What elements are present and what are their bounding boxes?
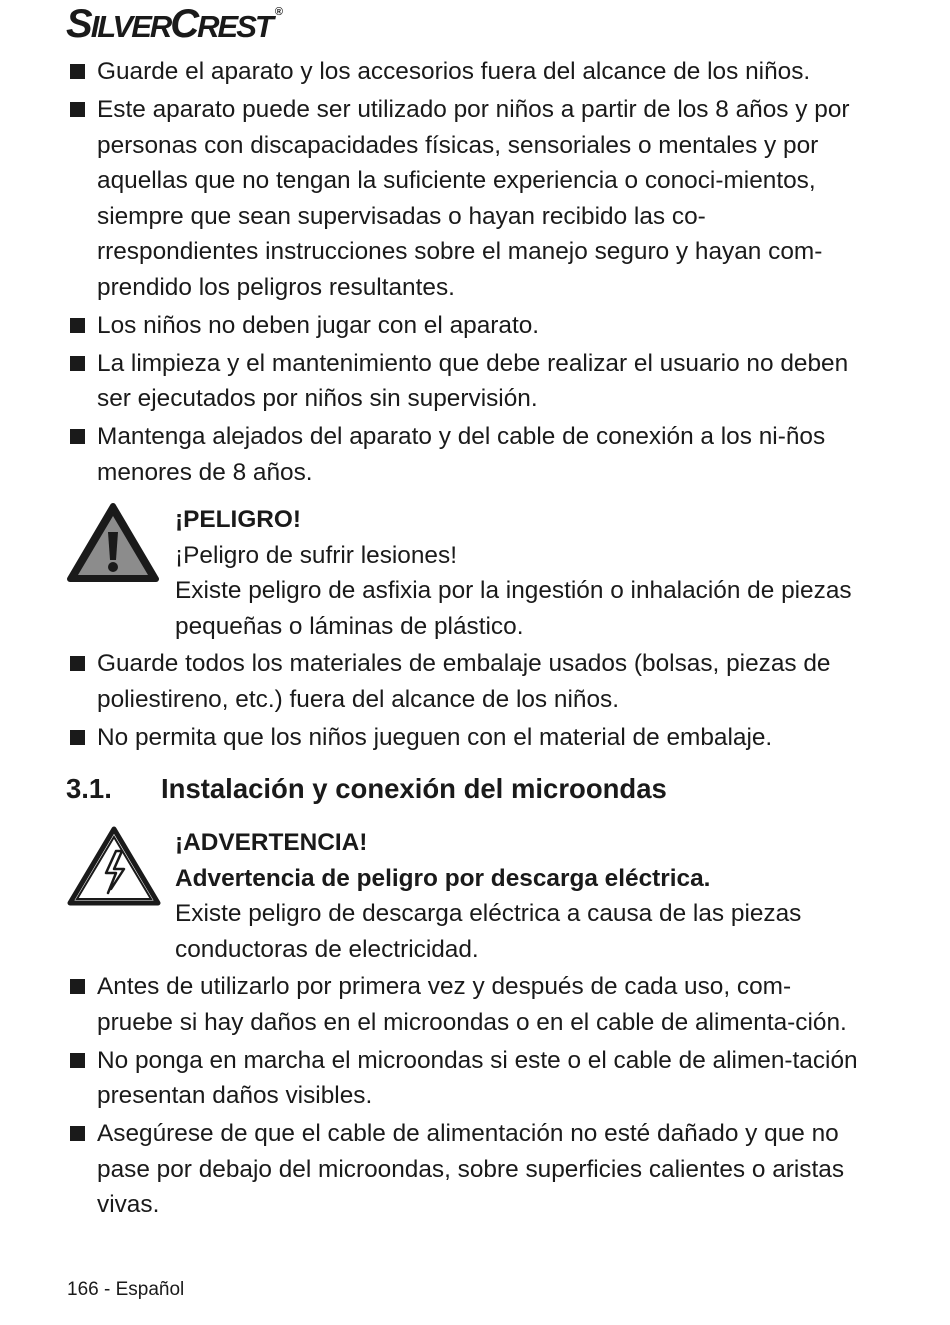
square-bullet-icon <box>70 1126 85 1141</box>
square-bullet-icon <box>70 1053 85 1068</box>
page-footer: 166 - Español <box>67 1279 185 1300</box>
warning-title: ¡ADVERTENCIA! <box>175 829 368 856</box>
warning-subtitle: Advertencia de peligro por descarga eléctrica. <box>175 864 711 892</box>
warning-notice <box>66 825 866 967</box>
electric-shock-icon <box>66 825 162 907</box>
section-heading <box>66 767 866 811</box>
danger-line: ¡Peligro de sufrir lesiones! <box>175 541 457 569</box>
square-bullet-icon <box>70 102 85 117</box>
list-item: Mantenga alejados del aparato y del cable de conexión a los ni-ños menores de 8 años. <box>66 419 866 490</box>
square-bullet-icon <box>70 64 85 79</box>
list-item: Antes de utilizarlo por primera vez y después de cada uso, com-pruebe si hay daños en el microondas o en el cable de alimenta-ción. <box>66 969 866 1040</box>
list-item: Este aparato puede ser utilizado por niños a partir de los 8 años y por personas con discapacidades físicas, sensoriales o mentales y por aquellas que no tengan la suficiente experiencia o conoci-mientos, siempre que sean supervisadas o hayan recibido las co-rrespondientes instrucciones sobre el manejo seguro y hayan com-prendido los peligros resultantes. <box>66 92 866 305</box>
list-item: No permita que los niños jueguen con el material de embalaje. <box>66 720 866 756</box>
section-number: 3.1. <box>66 773 112 804</box>
bullet-list-bottom <box>66 969 866 1223</box>
square-bullet-icon <box>70 318 85 333</box>
section-title: Instalación y conexión del microondas <box>161 773 667 804</box>
page-content <box>66 54 866 1225</box>
warning-text: Existe peligro de descarga eléctrica a causa de las piezas conductoras de electricidad. <box>175 900 802 963</box>
brand-logo: SILVERCREST ® <box>66 2 281 46</box>
square-bullet-icon <box>70 979 85 994</box>
bullet-list-mid <box>66 646 866 755</box>
danger-text: Existe peligro de asfixia por la ingestión o inhalación de piezas pequeñas o láminas de plástico. <box>175 577 852 640</box>
list-item: No ponga en marcha el microondas si este o el cable de alimen-tación presentan daños visibles. <box>66 1043 866 1114</box>
danger-notice <box>66 502 866 644</box>
danger-title: ¡PELIGRO! <box>175 506 302 533</box>
list-item: Asegúrese de que el cable de alimentación no esté dañado y que no pase por debajo del microondas, sobre superficies calientes o aristas vivas. <box>66 1116 866 1223</box>
square-bullet-icon <box>70 429 85 444</box>
square-bullet-icon <box>70 656 85 671</box>
warning-triangle-icon <box>66 502 160 584</box>
list-item: Guarde todos los materiales de embalaje usados (bolsas, piezas de poliestireno, etc.) fuera del alcance de los niños. <box>66 646 866 717</box>
square-bullet-icon <box>70 730 85 745</box>
square-bullet-icon <box>70 356 85 371</box>
list-item: Los niños no deben jugar con el aparato. <box>66 308 866 344</box>
bullet-list-top <box>66 54 866 490</box>
list-item: Guarde el aparato y los accesorios fuera del alcance de los niños. <box>66 54 866 90</box>
list-item: La limpieza y el mantenimiento que debe realizar el usuario no deben ser ejecutados por niños sin supervisión. <box>66 346 866 417</box>
